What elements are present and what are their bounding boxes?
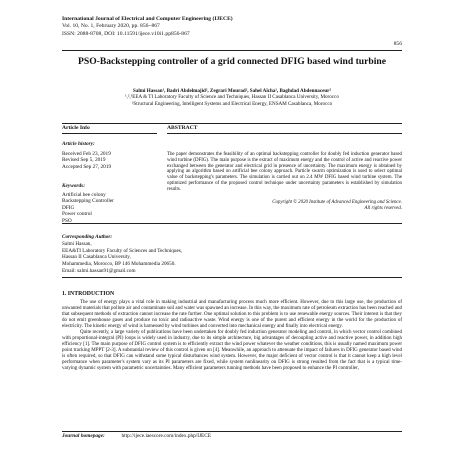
info-top-rule bbox=[62, 123, 402, 124]
abstract-heading: ABSTRACT bbox=[167, 125, 198, 131]
affiliation-2: ²Structural Engineering, Intelligent Systems and Electrical Energy, ENSAM Casablanca, Morocco bbox=[131, 100, 333, 107]
journal-name: International Journal of Electrical and Computer Engineering (IJECE) bbox=[62, 16, 233, 22]
corresponding-line: Hassan II Casablanca University, bbox=[62, 254, 131, 261]
introduction-heading: 1. INTRODUCTION bbox=[62, 291, 115, 297]
paper-title: PSO-Backstepping controller of a grid connected DFIG based wind turbine bbox=[78, 56, 386, 67]
keyword-item: PSO bbox=[62, 217, 72, 224]
keyword-item: Power control bbox=[62, 211, 92, 218]
corresponding-line: Mohammedia, Morocco, BP 146 Mohammedia 20650. bbox=[62, 261, 176, 268]
introduction-body bbox=[62, 300, 402, 372]
history-accepted: Accepted Sep 27, 2019 bbox=[62, 163, 112, 170]
history-received: Received Feb 23, 2019 bbox=[62, 150, 111, 157]
journal-footer bbox=[62, 433, 211, 439]
keywords-label: Keywords: bbox=[62, 183, 85, 189]
corresponding-email: Email: salmi.hassan91@gmail.com bbox=[62, 267, 136, 274]
author-names: Salmi Hassan¹, Badri Abdelmajid², Zegrari Mourad², Sahel Aïcha¹, Baghdad Abdennaceur² bbox=[133, 88, 331, 94]
info-right-rule bbox=[167, 133, 402, 134]
keyword-item: Artificial bee colony bbox=[62, 191, 106, 198]
keyword-item: Backstepping Controller bbox=[62, 198, 114, 205]
corresponding-top-rule bbox=[62, 223, 402, 224]
keyword-item: DFIG bbox=[62, 204, 75, 211]
journal-header bbox=[62, 16, 402, 38]
abstract-text: The paper demonstrates the feasibility of an optimal backstepping controller for doubly fed induction generator based wind turbine (DFIG). The main purpose is the extract of maximum energy and the control of active and reactive power exchanged between the generator and electrical grid in presence of uncertainty. The maximum energy is obtained by applying an algorithm based on artificial bee colony approach. Particle swarm optimization is used to select optimal value of backstepping's parameters. The simulation is carried out on 2.4 MW DFIG based wind turbine system. The optimized performance of the proposed control technique under uncertainty parameters is established by simulation results. bbox=[167, 152, 402, 192]
corresponding-line: Salmi Hassan, bbox=[62, 240, 92, 247]
intro-paragraph: Quite recently, a large variety of publications have been undertaken for doubly fed induction generator modeling and control, in which vector control combined with proportional-integral (PI) loops is widely used in industry, due to its simple architecture, big advantages of decoupling active and reactive power, in addition high efficiency [1]. The main purpose of DFIG control system is to efficiently extract the wind power whatever the weather conditions, this is usually named maximum power point tracking MPPT [2-3]. A substantial review of this control is given on [4]. Meanwhile, an approach to attenuate the impact of failures in DFIG generator based wind is often required, so that DFIG can withstand some typical disturbances wind system. However, the major deficient of vector control is that it cannot keep a high level performance when parameter's system vary as its PI parameters are fixed, while system nonlinearity on DFIG is strong resulted from the fact that is a typical time-varying dynamic system with parametric uncertainties. Many efficient parameters tunning methods have been proposed to enhance the PI controller, bbox=[62, 330, 402, 372]
footer-rule bbox=[62, 431, 402, 432]
info-left-rule bbox=[62, 133, 157, 134]
corresponding-bottom-rule bbox=[62, 277, 402, 278]
homepage-link[interactable]: http://ijece.iaescore.com/index.php/IJECE bbox=[121, 433, 212, 439]
copyright-notice bbox=[167, 200, 402, 212]
article-history bbox=[62, 141, 111, 170]
corresponding-line: EEA&TI Laboratory Faculty of Sciences and Techniques, bbox=[62, 247, 183, 254]
journal-issn: ISSN: 2088-8708, DOI: 10.11591/ijece.v10i1.pp856-867 bbox=[62, 30, 190, 37]
affiliation-1: ¹,²,³EEA & TI Laboratory Faculty of Science and Techniques, Hassan II Casablanca University, Morocco bbox=[125, 94, 339, 101]
journal-volume: Vol. 10, No. 1, February 2020, pp. 856~867 bbox=[62, 23, 160, 30]
author-block bbox=[62, 88, 402, 107]
intro-paragraph: The use of energy plays a vital role in making industrial and manufacturing process much more efficient. However, due to this large use, the production of unwanted materials that pollute air and contaminate soil and water was spawned an increase. In this way, the maximum rate of petroleum extraction has been reached and that subsequent methods of extraction cannot increase the rate further. One optimal solution to this problem is to use renewable energy sources. Their interest is that they do not emit greenhouse gases and produce no toxic and radioactive waste. Wind energy is one of the purest and efficient energy in the world for the production of electricity. The kinetic energy of wind is harnessed by wind turbines and converted into mechanical energy and finally into electrical energy. bbox=[62, 300, 402, 330]
header-rule bbox=[62, 50, 402, 51]
keywords-block bbox=[62, 183, 114, 225]
history-label: Article history: bbox=[62, 141, 95, 147]
homepage-label: Journal homepage: bbox=[62, 433, 105, 439]
copyright-line: Copyright © 2020 Institute of Advanced Engineering and Science. bbox=[272, 200, 402, 205]
page-number: 856 bbox=[393, 41, 402, 47]
rights-line: All rights reserved. bbox=[364, 205, 402, 211]
history-revised: Revised Sep 5, 2019 bbox=[62, 157, 106, 164]
corresponding-label: Corresponding Author: bbox=[62, 234, 113, 240]
article-info-heading: Article Info bbox=[62, 125, 90, 131]
corresponding-author-block bbox=[62, 234, 392, 275]
